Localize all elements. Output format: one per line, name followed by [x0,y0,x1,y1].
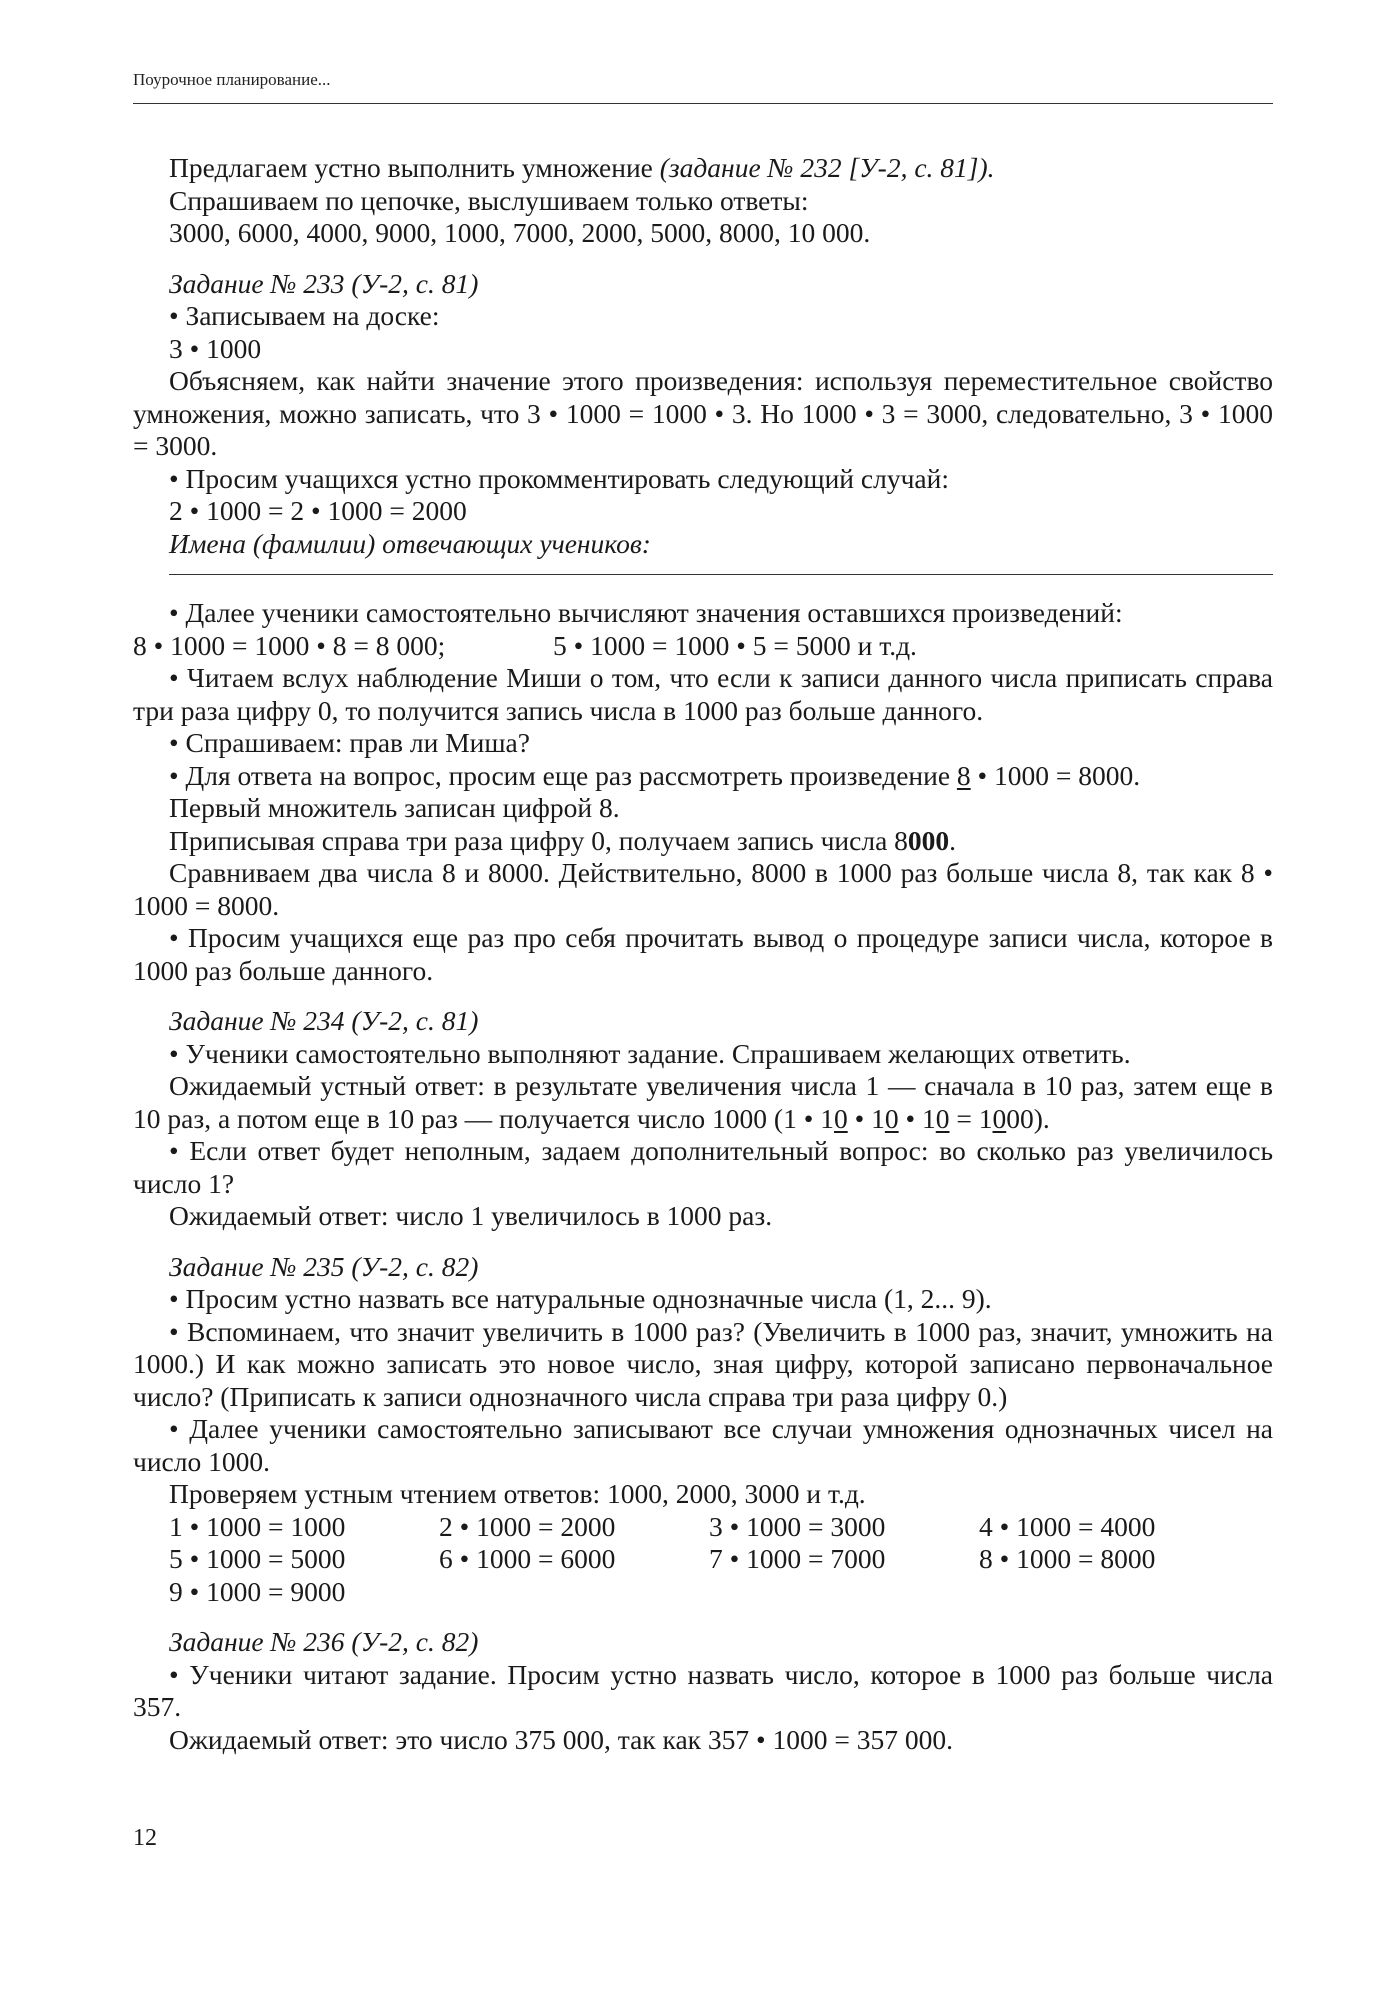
task-232-reference: (задание № 232 [У-2, с. 81]). [659,152,995,183]
task-233-bullet-2: • Просим учащихся устно прокомментировать следующий случай: [169,462,949,494]
task-233-bullet-7: • Просим учащихся еще раз про себя прочитать вывод о процедуре записи числа, которое в 1000 раз больше данного. [133,922,1273,986]
task-236-title: Задание № 236 (У-2, с. 82) [169,1626,479,1657]
equation: 2 • 1000 = 2000 [439,1510,616,1542]
compare-line: Сравниваем два числа 8 и 8000. Действительно, 8000 в 1000 раз больше числа 8, так как 8 • 1000 = 8000. [133,857,1273,921]
task-233-bullet-3: • Далее ученики самостоятельно вычисляют значения оставшихся произведений: [169,597,1123,628]
task-233-products: 8 • 1000 = 1000 • 8 = 8 000; 5 • 1000 = 1000 • 5 = 5000 и т.д. [133,629,917,661]
task-233-expression-2: 2 • 1000 = 2 • 1000 = 2000 [169,495,467,526]
task-235-bullet-3: • Далее ученики самостоятельно записывают все случаи умножения однозначных чисел на число 1000. [133,1413,1273,1477]
equation: 6 • 1000 = 6000 [439,1543,616,1574]
equation: 9 • 1000 = 9000 [169,1575,346,1607]
equation: 5 • 1000 = 5000 [169,1543,346,1574]
task-234-bullet-1: • Ученики самостоятельно выполняют задание. Спрашиваем желающих ответить. [169,1037,1131,1069]
multiplication-table [133,1511,1273,1609]
task-234-bullet-2: • Если ответ будет неполным, задаем дополнительный вопрос: во сколько раз увеличилось число 1? [133,1135,1273,1199]
equation: 4 • 1000 = 4000 [979,1510,1156,1542]
student-names-label: Имена (фамилии) отвечающих учеников: [169,527,651,559]
student-names-line [169,574,1273,575]
task-235-title: Задание № 235 (У-2, с. 82) [169,1250,479,1282]
task-234-title: Задание № 234 (У-2, с. 81) [169,1005,479,1036]
task-233-bullet-6: • Для ответа на вопрос, просим еще раз рассмотреть произведение 8 • 1000 = 8000. [169,759,1141,791]
task-235-check: Проверяем устным чтением ответов: 1000, 2000, 3000 и т.д. [169,1478,866,1509]
intro-line-2: Спрашиваем по цепочке, выслушиваем только ответы: [169,184,809,216]
task-233-bullet-4: • Читаем вслух наблюдение Миши о том, что если к записи данного числа приписать справа три раза цифру 0, то получится запись числа в 1000 раз больше данного. [133,662,1273,726]
intro-line-1: Предлагаем устно выполнить умножение (задание № 232 [У-2, с. 81]). [169,152,995,183]
task-233-bullet-5: • Спрашиваем: прав ли Миша? [169,727,530,758]
task-235-bullet-1: • Просим устно назвать все натуральные однозначные числа (1, 2... 9). [169,1283,992,1314]
task-233-title: Задание № 233 (У-2, с. 81) [169,267,479,299]
task-235-bullet-2: • Вспоминаем, что значит увеличить в 1000 раз? (Увеличить в 1000 раз, значит, умножить на 1000.) И как можно записать это новое число, зная цифру, которой записано первоначальное число? (Приписать к записи однозначного числа справа три раза цифру 0.) [133,1315,1273,1412]
task-236-bullet-1: • Ученики читают задание. Просим устно назвать число, которое в 1000 раз больше числа 357. [133,1658,1273,1722]
page-number: 12 [133,1825,157,1851]
equation: 3 • 1000 = 3000 [709,1510,886,1542]
task-236-answer: Ожидаемый ответ: это число 375 000, так как 357 • 1000 = 357 000. [169,1723,954,1755]
header-rule [133,103,1273,104]
first-factor-line: Первый множитель записан цифрой 8. [169,792,620,823]
running-header: Поурочное планирование... [133,70,331,89]
page-body [133,152,1273,1756]
task-234-answer: Ожидаемый ответ: число 1 увеличилось в 1000 раз. [169,1200,773,1231]
equation: 8 • 1000 = 8000 [979,1543,1156,1574]
equation: 7 • 1000 = 7000 [709,1543,886,1574]
task-233-bullet-1: • Записываем на доске: [169,300,440,331]
task-233-explanation: Объясняем, как найти значение этого произведения: используя переместительное свойство умножения, можно записать, что 3 • 1000 = 1000 • 3. Но 1000 • 3 = 3000, следовательно, 3 • 1000 = 3000. [133,365,1273,461]
intro-answers: 3000, 6000, 4000, 9000, 1000, 7000, 2000, 5000, 8000, 10 000. [169,217,871,248]
task-234-expected-answer: Ожидаемый устный ответ: в результате увеличения числа 1 — сначала в 10 раз, затем еще в 10 раз, а потом еще в 10 раз — получается число 1000 (1 • 10 • 10 • 10 = 1000). [133,1070,1273,1134]
task-233-expression: 3 • 1000 [169,332,262,364]
equation: 1 • 1000 = 1000 [169,1510,346,1542]
append-zeros-line: Приписывая справа три раза цифру 0, получаем запись числа 8000. [169,824,957,856]
